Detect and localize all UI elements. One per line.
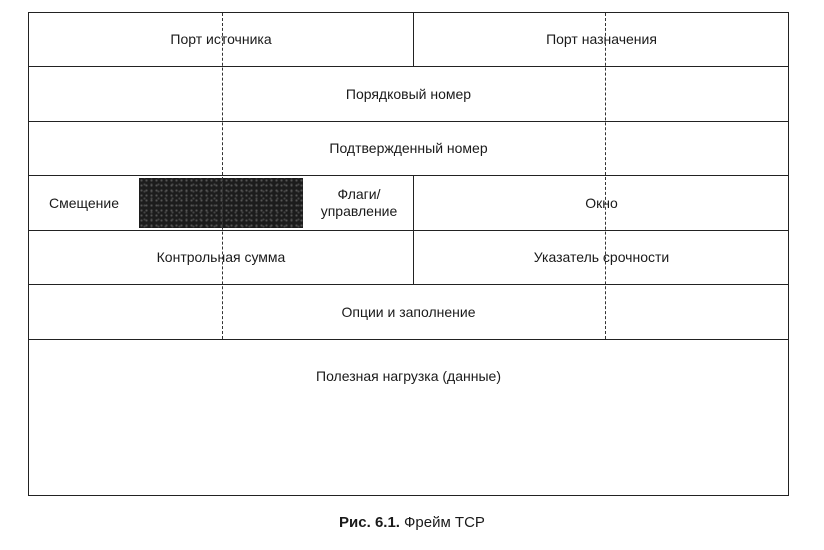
ack-number-label: Подтвержденный номер: [329, 140, 488, 156]
offset-cell: [29, 176, 139, 230]
dashed-guide-right: [605, 13, 606, 339]
reserved-field-shaded: [139, 178, 303, 228]
source-port-label: Порт источника: [170, 31, 272, 47]
divider: [413, 176, 414, 230]
ack-number-cell: [29, 122, 788, 175]
dashed-guide-left: [222, 13, 223, 339]
payload-cell: [29, 368, 788, 384]
dest-port-cell: [415, 13, 788, 66]
divider: [413, 231, 414, 284]
row-options: [29, 285, 788, 340]
flags-label-line1: Флаги/: [337, 186, 381, 202]
urgent-pointer-cell: [415, 231, 788, 284]
sequence-number-cell: [29, 67, 788, 121]
checksum-label: Контрольная сумма: [156, 249, 286, 265]
sequence-number-label: Порядковый номер: [345, 85, 472, 102]
row-ports: [29, 13, 788, 67]
figure-caption-label: Рис. 6.1.: [339, 514, 400, 531]
offset-label: Смещение: [48, 194, 119, 211]
row-payload: [29, 340, 788, 495]
row-sequence: [29, 67, 788, 122]
source-port-cell: [29, 13, 413, 66]
figure-caption: [0, 514, 824, 531]
row-ack: [29, 122, 788, 176]
row-control: [29, 176, 788, 231]
figure-caption-text: Фрейм TCP: [403, 514, 485, 531]
checksum-cell: [29, 231, 413, 284]
flags-cell: [305, 176, 413, 230]
urgent-pointer-label: Указатель срочности: [533, 249, 670, 265]
window-label: Окно: [585, 194, 618, 211]
options-padding-label: Опции и заполнение: [341, 303, 476, 320]
options-cell: [29, 285, 788, 339]
row-checksum: [29, 231, 788, 285]
window-cell: [415, 176, 788, 230]
payload-label: Полезная нагрузка (данные): [316, 368, 501, 384]
tcp-frame-diagram: [28, 12, 789, 496]
flags-label-line2: управление: [320, 203, 398, 219]
dest-port-label: Порт назначения: [546, 31, 657, 47]
divider: [413, 13, 414, 66]
